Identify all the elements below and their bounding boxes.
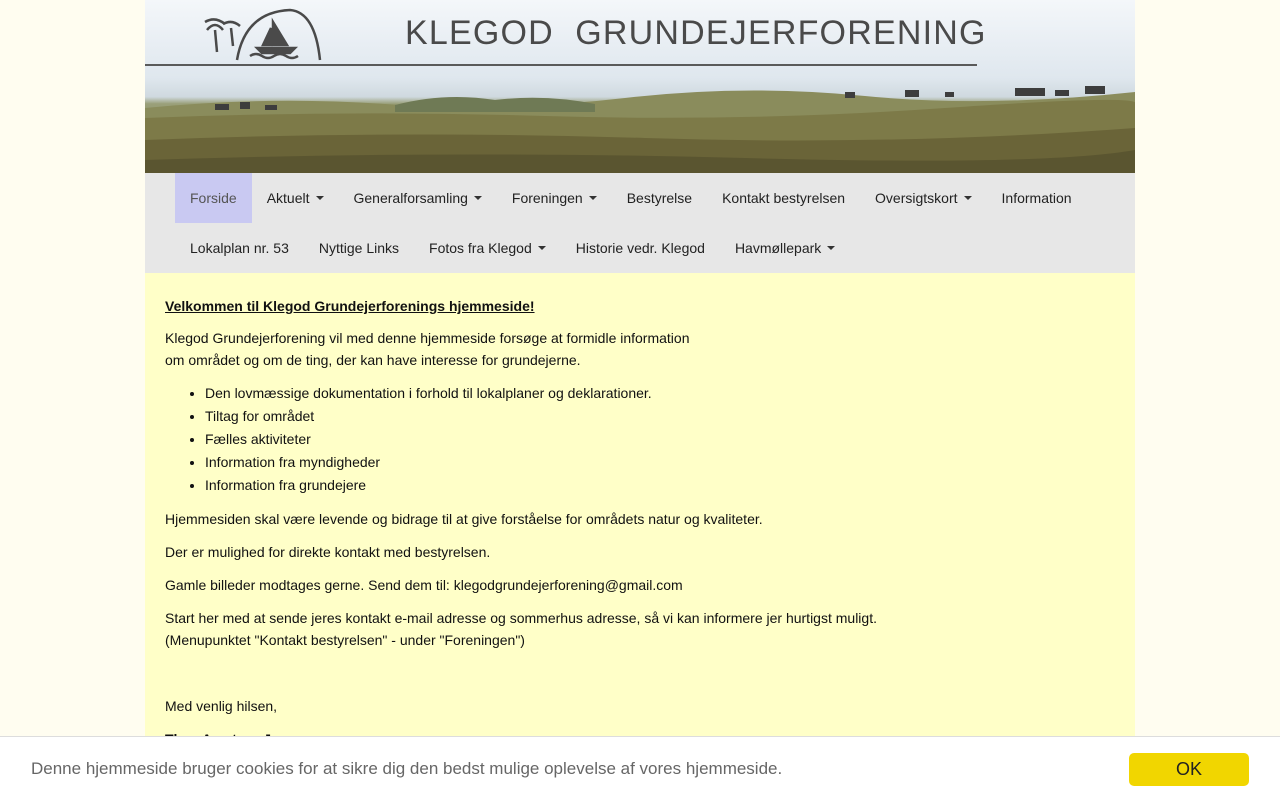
caret-down-icon (474, 196, 482, 200)
page-container (145, 0, 1135, 800)
main-content (145, 273, 1135, 800)
nav-item-havmoellepark[interactable]: Havmølle​park (720, 223, 850, 273)
nav-item-aktuelt[interactable]: Aktuelt (252, 173, 339, 223)
nav-row-2 (175, 223, 1135, 273)
cookie-ok-button[interactable]: OK (1129, 753, 1249, 786)
nav-item-nyttige-links[interactable]: Nyttige Links (318, 240, 400, 256)
nav-item-forside[interactable]: Forside (175, 173, 252, 223)
caret-down-icon (316, 196, 324, 200)
sailboat-logo-icon (205, 10, 320, 60)
intro-paragraph: Klegod Grundejerforening vil med denne hjemmeside forsøge at formidle information om området og om de ting, der kan have interesse for grundejerne. (165, 330, 690, 368)
list-item: • Information fra myndigheder (205, 451, 1115, 474)
caret-down-icon (589, 196, 597, 200)
site-title: KLEGOD GRUNDEJERFORENING (405, 14, 987, 52)
paragraph-photos: Gamle billeder modtages gerne. Send dem til: klegodgrundejerforening@gmail.com (165, 577, 683, 593)
paragraph-purpose: Hjemmesiden skal være levende og bidrage til at give forståelse for områdets natur og kvaliteter. (165, 511, 763, 527)
cookie-banner (0, 736, 1280, 800)
nav-item-foreningen[interactable]: Foreningen (497, 173, 612, 223)
nav-item-kontakt-bestyrelsen[interactable]: Kontakt bestyrelsen (722, 190, 846, 206)
banner-divider (145, 64, 977, 66)
nav-item-fotos-fra-klegod[interactable]: Fotos fra Klegod (414, 223, 561, 273)
nav-item-lokalplan[interactable]: Lokalplan nr. 53 (190, 240, 289, 256)
welcome-heading: Velkommen til Klegod Grundejerforenings hjemmeside! (165, 298, 535, 314)
list-item: • Information fra grundejere (205, 474, 1115, 497)
caret-down-icon (538, 246, 546, 250)
caret-down-icon (964, 196, 972, 200)
greeting: Med venlig hilsen, (165, 698, 278, 714)
list-item: • Tiltag for området (205, 405, 1115, 428)
nav-item-bestyrelse[interactable]: Bestyrelse (626, 190, 693, 206)
list-item: • Fælles aktiviteter (205, 428, 1115, 451)
paragraph-start: Start her med at sende jeres kontakt e-mail adresse og sommerhus adresse, så vi kan informere jer hurtigst muligt. (Menupunktet "Kontakt bestyrelsen" - under "Foreningen") (165, 610, 877, 648)
caret-down-icon (827, 246, 835, 250)
list-item: • Den lovmæssige dokumentation i forhold til lokalplaner og deklarationer. (205, 382, 1115, 405)
header-banner (145, 0, 1135, 173)
spacer (165, 662, 1115, 695)
nav-item-information[interactable]: Information (1001, 190, 1072, 206)
main-navigation (145, 173, 1135, 273)
nav-item-historie[interactable]: Historie vedr. Klegod (575, 240, 705, 256)
nav-row-1 (175, 173, 1135, 223)
cookie-message: Denne hjemmeside bruger cookies for at sikre dig den bedst mulige oplevelse af vores hjemmeside. (31, 759, 783, 778)
nav-item-oversigtskort[interactable]: Oversigtskort (860, 173, 986, 223)
topics-list (165, 382, 1115, 497)
paragraph-contact: Der er mulighed for direkte kontakt med bestyrelsen. (165, 544, 491, 560)
nav-item-generalforsamling[interactable]: Generalforsamling (339, 173, 497, 223)
